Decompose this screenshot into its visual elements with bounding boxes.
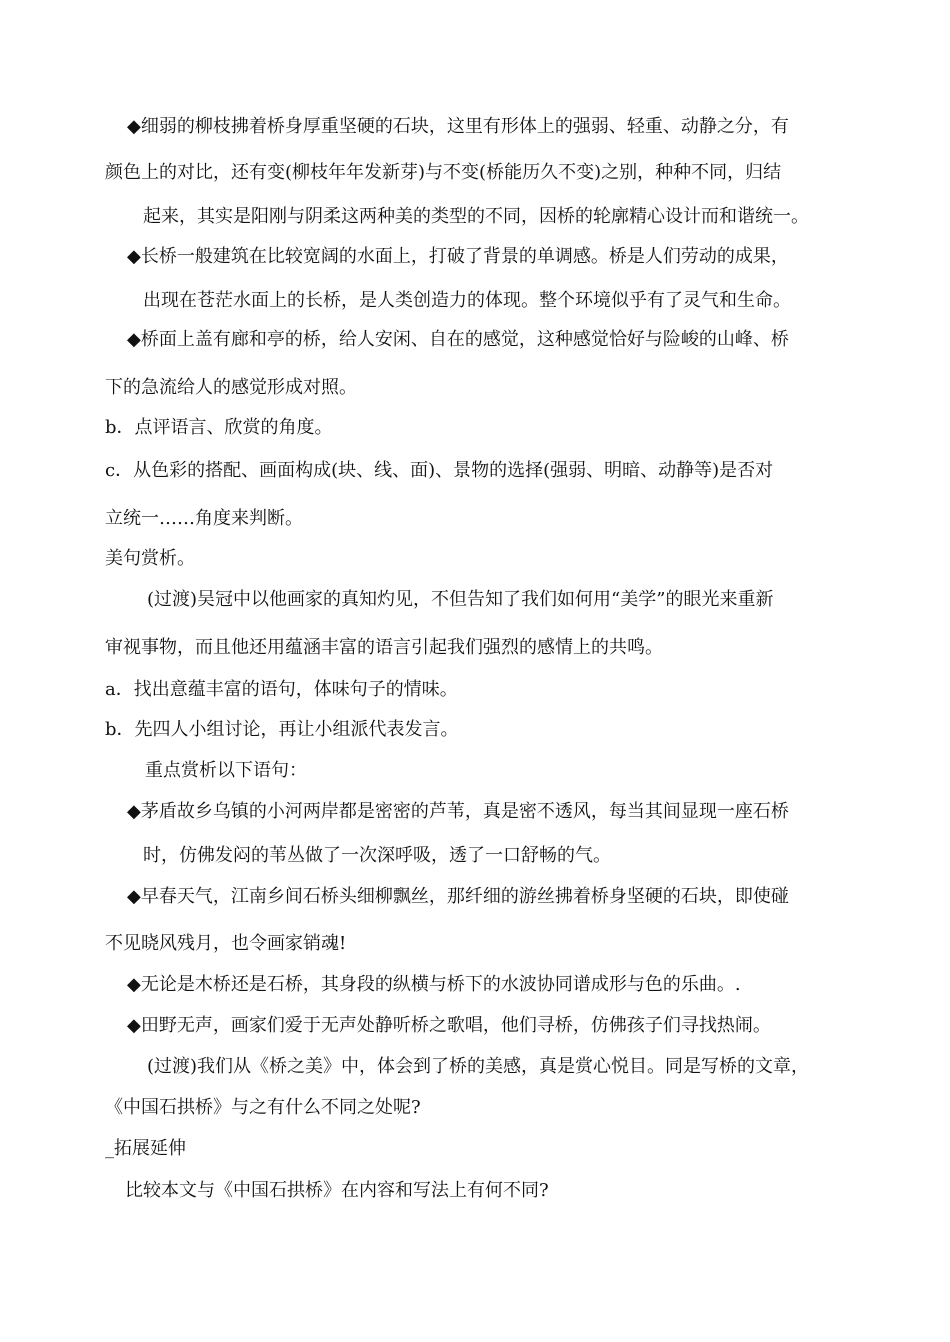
text-line: 《中国石拱桥》与之有什么不同之处呢? (105, 1097, 421, 1118)
text-line: 起来，其实是阳刚与阴柔这两种美的类型的不同，因桥的轮廓精心设计而和谐统一。 (143, 206, 809, 227)
text-line: b．先四人小组讨论，再让小组派代表发言。 (105, 719, 459, 740)
text-line: 下的急流给人的感觉形成对照。 (105, 377, 357, 398)
text-line: c．从色彩的搭配、画面构成(块、线、面)、景物的选择(强弱、明暗、动静等)是否对 (105, 460, 774, 481)
text-line: 不见晓风残月，也令画家销魂! (105, 933, 347, 954)
text-line: ◆茅盾故乡乌镇的小河两岸都是密密的芦苇，真是密不透风，每当其间显现一座石桥 (127, 801, 789, 822)
text-line: ◆长桥一般建筑在比较宽阔的水面上，打破了背景的单调感。桥是人们劳动的成果， (127, 246, 789, 267)
text-line: ◆早春天气，江南乡间石桥头细柳飘丝，那纤细的游丝拂着桥身坚硬的石块，即使碰 (127, 886, 789, 907)
text-line: ◆田野无声，画家们爱于无声处静听桥之歌唱，他们寻桥，仿佛孩子们寻找热闹。 (127, 1015, 771, 1036)
text-line: (过渡)吴冠中以他画家的真知灼见，不但告知了我们如何用“美学”的眼光来重新 (147, 589, 774, 610)
text-line: 比较本文与《中国石拱桥》在内容和写法上有何不同? (125, 1180, 549, 1201)
text-line: 时，仿佛发闷的苇丛做了一次深呼吸，透了一口舒畅的气。 (143, 845, 611, 866)
text-line: 出现在苍茫水面上的长桥，是人类创造力的体现。整个环境似乎有了灵气和生命。 (143, 290, 791, 311)
text-line: 美句赏析。 (105, 548, 195, 569)
text-line: b．点评语言、欣赏的角度。 (105, 417, 333, 438)
text-line: 颜色上的对比，还有变(柳枝年年发新芽)与不变(桥能历久不变)之别，种种不同，归结 (105, 162, 782, 183)
text-line: a．找出意蕴丰富的语句，体味句子的情味。 (105, 679, 458, 700)
text-line: ◆桥面上盖有廊和亭的桥，给人安闲、自在的感觉，这种感觉恰好与险峻的山峰、桥 (127, 329, 789, 350)
section-heading: _拓展延伸 (105, 1138, 186, 1159)
text-line: 立统一……角度来判断。 (105, 508, 303, 529)
text-line: ◆无论是木桥还是石桥，其身段的纵横与桥下的水波协同谱成形与色的乐曲。. (127, 974, 741, 995)
text-line: 重点赏析以下语句： (145, 760, 307, 781)
text-line: (过渡)我们从《桥之美》中，体会到了桥的美感，真是赏心悦目。同是写桥的文章， (147, 1056, 810, 1077)
text-line: 审视事物，而且他还用蕴涵丰富的语言引起我们强烈的感情上的共鸣。 (105, 637, 663, 658)
text-line: ◆细弱的柳枝拂着桥身厚重坚硬的石块，这里有形体上的强弱、轻重、动静之分，有 (127, 116, 789, 137)
